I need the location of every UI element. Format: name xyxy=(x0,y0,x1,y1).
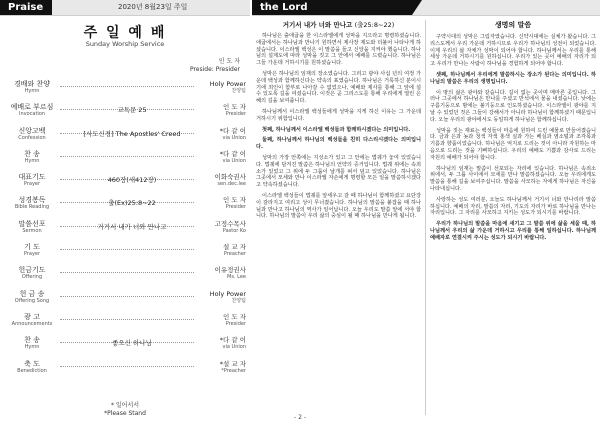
sermon-paragraph: 구약시대의 성막은 그림자였습니다. 신약시대에는 실체가 왔습니다. 그리스도께서 우리 가운데 거하시므로 우리가 하나님의 성전이 되었습니다. 이제 우리의 삶 자체가 성막이 되어야 합니다. 하나님께서는 우리를 통해 세상 가운데 거하시기를 원하십니다. 우리가 있는 곳이 예배의 자리가 되고 우리가 만나는 사람이 하나님을 경험하게 되어야 합니다. xyxy=(430,34,596,68)
sermon-paragraph: 하나님의 임재는 말씀이 선포되는 자리에 있습니다. 하나님은 속죄소 위에서, 두 그룹 사이에서 모세를 만나 말씀하셨습니다. 오늘 우리에게도 말씀을 통해 길을 보여주십니다. 말씀을 사모하는 자에게 하나님은 자신을 나타내십니다. xyxy=(430,165,596,192)
order-item-ko: 헌 금 송 xyxy=(19,289,45,298)
order-row xyxy=(6,288,246,311)
order-item-leader xyxy=(196,128,246,142)
order-row xyxy=(6,358,246,381)
order-item-en: Hymn xyxy=(24,157,40,164)
order-leader-ko: *다 같 이 xyxy=(219,126,246,135)
sermon-title xyxy=(256,20,421,29)
preside-en: Preside: Presider xyxy=(189,66,240,73)
order-row xyxy=(6,311,246,334)
order-item-ko: 신앙고백 xyxy=(18,126,46,135)
order-leader-en: Presider xyxy=(225,111,246,118)
order-item-leader xyxy=(196,197,246,211)
order-item-ko: 성경봉독 xyxy=(18,196,46,205)
order-item-leader xyxy=(196,314,246,328)
order-item-leader xyxy=(196,361,246,375)
order-leader-en: 찬양팀 xyxy=(231,297,246,304)
order-item-en: Confession xyxy=(18,134,46,141)
sermon-paragraph: 셋째, 하나님께서 우리에게 말씀하시는 장소가 된다는 의미입니다. 하나님의 말씀은 우리의 생명입니다. xyxy=(430,71,596,85)
order-item-en: Hymn xyxy=(24,88,40,94)
order-item-name xyxy=(6,174,58,188)
sermon-paragraph: 하나님께서 이스라엘 백성들에게 성막을 지게 하신 이유는 그 가운데 거하시기 위함입니다. xyxy=(256,108,421,122)
order-row xyxy=(6,334,246,357)
order-item-ko: 찬 송 xyxy=(24,149,40,158)
order-row xyxy=(6,148,246,171)
order-leader-en: Pastor Ko xyxy=(222,227,246,234)
order-item-ko: 기 도 xyxy=(24,243,40,252)
order-leader-en: via Union xyxy=(222,157,246,164)
sermon-paragraph: 사랑하는 성도 여러분, 오늘도 하나님께서 거기서 너와 만나리라 말씀하십니다. 예배의 자리, 말씀의 자리, 기도의 자리가 바로 하나님을 만나는 자리입니다. 그 자리를 사모하고 지키는 성도가 되시기를 바랍니다. xyxy=(430,196,596,217)
order-item-leader xyxy=(196,291,246,305)
order-item-name xyxy=(6,314,58,328)
order-leader-en: Ms. Lee xyxy=(227,274,246,281)
order-item-detail: 출(Ex)25:8~22 xyxy=(108,199,156,208)
order-item-leader xyxy=(196,174,246,188)
order-leader-en: sen.dec.lee xyxy=(217,181,246,188)
praise-label: Praise xyxy=(0,0,52,15)
order-leader-ko: 이유정권사 xyxy=(214,266,246,275)
order-leader-en: 찬양팀 xyxy=(231,88,246,94)
sermon-scripture: (출25:8~22) xyxy=(354,21,395,29)
service-title: 주 일 예 배 xyxy=(83,25,167,41)
order-item-detail: 좋으신 하나님 xyxy=(112,339,152,348)
lord-header-bar xyxy=(252,0,600,16)
preside-credit xyxy=(190,58,240,74)
order-leader-ko: 인 도 자 xyxy=(223,103,246,112)
order-leader-en: *Preacher xyxy=(221,367,246,374)
sermon-paragraph: 우리가 하나님의 말씀을 마음에 새기고 그 말씀 위에 삶을 세울 때, 하나님께서 우리의 삶 가운데 거하시고 우리를 통해 일하십니다. 하나님께 예배자로 연결시켜 주시는 성도가 되시기 바랍니다. xyxy=(430,221,596,241)
col2-heading: 생명의 말씀 xyxy=(494,21,532,29)
order-item-en: Benediction xyxy=(17,367,47,374)
order-item-name xyxy=(6,104,58,118)
order-row xyxy=(6,78,246,101)
order-item-ko: 말씀선포 xyxy=(18,219,46,228)
order-leader-ko: *다 같 이 xyxy=(219,336,246,345)
stand-note-ko: * 일어서서 xyxy=(110,402,140,409)
order-item-ko: 헌금기도 xyxy=(18,266,46,275)
leader-dots xyxy=(60,366,194,367)
order-list xyxy=(6,78,246,381)
order-item-leader xyxy=(196,104,246,118)
order-item-ko: 찬 송 xyxy=(24,336,40,345)
service-subtitle: Sunday Worship Service xyxy=(85,40,165,48)
order-leader-en: Presider xyxy=(225,204,246,211)
leader-dots xyxy=(60,86,194,87)
order-item-name xyxy=(6,81,58,95)
order-item-en: Bible Reading xyxy=(14,204,50,211)
order-leader-ko: 인 도 자 xyxy=(223,312,246,321)
leader-dots xyxy=(60,319,194,320)
order-item-name xyxy=(6,244,58,258)
order-item-en: Prayer xyxy=(23,181,41,188)
order-item-ko: 대표기도 xyxy=(18,173,46,182)
sermon-column-1 xyxy=(256,20,421,415)
order-of-service-panel xyxy=(0,0,250,424)
column-divider xyxy=(425,20,426,415)
sermon-paragraph: 이스라엘 백성들이 법궤를 앞세우고 갈 때 하나님이 함께하셨고 요단강이 갈라지고 여리고 성이 무너졌습니다. 하나님의 말씀을 붙잡을 때 하나님과 만나고 하나님의 역사가 일어납니다. 오늘 우리도 말씀 앞에 서야 합니다. 하나님의 말씀이 우리 삶의 중심이 될 때 하나님을 만나게 됩니다. xyxy=(256,192,421,220)
order-item-name xyxy=(6,221,58,235)
sermon-paragraph: 이 땅의 삶은 광야와 같습니다. 길이 없는 곳이며 메마른 곳입니다. 그러나 그곳에서 하나님은 만나를 주셨고 반석에서 물을 내셨습니다. 낮에는 구름기둥으로 밤에는 불기둥으로 인도하셨습니다. 이스라엘이 광야를 지날 수 있었던 것은 그들이 강해서가 아니라 하나님이 함께하셨기 때문입니다. 오늘 우리의 광야에서도 동일하게 하나님은 함께하십니다. xyxy=(430,89,596,123)
order-item-ko: 광 고 xyxy=(24,312,40,321)
sermon-paragraph: 하나님은 출애굽을 한 이스라엘에게 성막을 지으라고 명령하셨습니다. 애굽에서는 하나님과 만나기 원하면서 제사장 제도와 더불어 나타나게 하셨습니다. 이스라엘 백성은 이 말씀을 들고 신앙을 지켜야 했습니다. 하나님의 설계도에 따라 성막을 짓고 그 안에서 예배를 드렸습니다. 하나님은 그들 가운데 거하시기를 원하셨습니다. xyxy=(256,33,421,67)
order-item-en: Invocation xyxy=(18,111,46,118)
order-item-name xyxy=(6,267,58,281)
order-leader-ko: Holy Power xyxy=(209,289,246,298)
order-item-name xyxy=(6,197,58,211)
sermon-paragraph: 첫째, 하나님께서 이스라엘 백성들과 함께하시겠다는 의미입니다. xyxy=(262,126,411,133)
sermon-column-2 xyxy=(430,20,596,415)
order-item-en: Hymn xyxy=(24,344,40,351)
leader-dots xyxy=(60,156,194,157)
order-item-detail: [사도신경] The Apostles' Creed xyxy=(83,129,181,138)
order-leader-ko: *설 교 자 xyxy=(219,359,246,368)
stand-note-en: *Please Stand xyxy=(104,410,146,417)
order-item-leader xyxy=(196,244,246,258)
order-leader-ko: *다 같 이 xyxy=(219,149,246,158)
sermon-title-text: 거기서 내가 너와 만나고 xyxy=(282,21,353,29)
order-leader-ko: 고정수목사 xyxy=(214,219,246,228)
order-leader-en: via Union xyxy=(222,134,246,141)
order-row xyxy=(6,194,246,217)
order-item-en: Offering xyxy=(21,274,43,281)
sermon-panel xyxy=(252,0,600,424)
order-item-leader xyxy=(196,267,246,281)
sermon-paragraph: 성막은 하나님의 임재의 장소였습니다. 그리고 광야 사십 년의 여정 가운데 백성과 함께하신다는 약속의 표였습니다. 하나님은 거룩하신 분이시기에 죄인이 함부로 나아갈 수 없었으나, 예배와 제사를 통해 그 앞에 설 수 있도록 길을 여셨습니다. 이것은 곧 그리스도를 통해 우리에게 열린 은혜의 길을 보여줍니다. xyxy=(256,70,421,105)
order-item-en: Announcements xyxy=(11,320,53,327)
order-item-name xyxy=(6,151,58,165)
order-item-leader xyxy=(196,81,246,95)
order-leader-en: via Union xyxy=(222,344,246,351)
order-item-leader xyxy=(196,337,246,351)
order-leader-ko: 인 도 자 xyxy=(223,196,246,205)
order-row xyxy=(6,264,246,287)
order-row xyxy=(6,241,246,264)
service-date: 2020년 8월23일 주일 xyxy=(118,3,188,11)
leader-dots xyxy=(60,249,194,250)
order-item-detail: 거기서 내가 너와 만나고 xyxy=(97,222,167,231)
order-item-name xyxy=(6,361,58,375)
order-item-ko: 경배와 찬양 xyxy=(13,80,51,88)
order-leader-en: Preacher xyxy=(223,251,246,258)
order-row xyxy=(6,101,246,124)
order-item-detail: 교독문 25 xyxy=(117,106,147,115)
page-number: - 2 - xyxy=(294,414,306,421)
order-leader-ko: 이화숙권사 xyxy=(214,173,246,182)
sermon-paragraph: 성막의 가장 안쪽에는 지성소가 있고 그 안에는 법궤가 놓여 있었습니다. 법궤에 담겨진 말씀은 하나님의 언약의 증거입니다. 법궤 위에는 속죄소가 있었고 그 위에 두 그룹이 날개를 펴서 덮고 있었습니다. 하나님은 그곳에서 모세와 만나 이스라엘 자손에게 명령할 모든 일을 말씀하시겠다고 약속하셨습니다. xyxy=(256,154,421,189)
order-row xyxy=(6,218,246,241)
order-item-detail: 460장(새412장) xyxy=(107,176,157,185)
order-item-ko: 축 도 xyxy=(24,359,40,368)
lord-label-tail xyxy=(412,0,422,15)
order-leader-en: Presider xyxy=(225,320,246,327)
order-item-leader xyxy=(196,151,246,165)
lord-label: the Lord xyxy=(252,0,412,15)
order-item-leader xyxy=(196,221,246,235)
preside-ko: 인 도 자 xyxy=(218,58,240,65)
order-row xyxy=(6,171,246,194)
order-leader-ko: Holy Power xyxy=(209,80,246,88)
order-row xyxy=(6,125,246,148)
sermon-paragraph: 둘째, 하나님께서 하나님의 백성들을 친히 다스리시겠다는 의미입니다. xyxy=(256,137,421,151)
order-item-name xyxy=(6,337,58,351)
praise-header-bar xyxy=(0,0,250,16)
sermon-paragraph: 성막을 짓는 재료는 백성들이 마음에 원하여 드린 예물로 만들어졌습니다. 금과 은과 놋과 청색 자색 홍색 실과 가는 베실과 염소털과 조각목과 기름과 향품이었습니다. 하나님은 억지로 드리는 것이 아니라 자원하는 마음으로 드리는 것을 기뻐하십니다. 우리의 예배도 기쁨과 감사로 드리는 자원의 예배가 되어야 합니다. xyxy=(430,127,596,161)
order-item-name xyxy=(6,291,58,305)
order-leader-ko: 설 교 자 xyxy=(223,243,246,252)
order-item-en: Offering Song xyxy=(14,297,50,304)
leader-dots xyxy=(60,296,194,297)
order-item-en: Sermon xyxy=(22,227,42,234)
order-item-ko: 예배로 부르심 xyxy=(10,103,54,112)
order-item-name xyxy=(6,128,58,142)
leader-dots xyxy=(60,272,194,273)
order-item-en: Prayer xyxy=(23,251,41,258)
